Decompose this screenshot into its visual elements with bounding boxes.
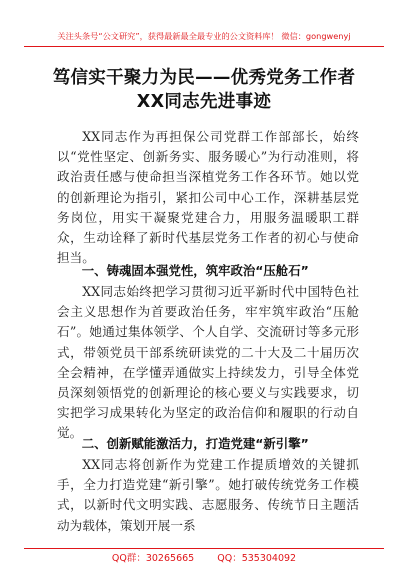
- section-1-heading: 一、铸魂固本强党性，筑牢政治“压舱石”: [81, 263, 309, 278]
- footer-qq-number: QQ：535304092: [217, 553, 297, 564]
- title-line-2: XX同志先进事迹: [136, 92, 272, 112]
- title-line-1: 笃信实干聚力为民——优秀党务工作者: [52, 68, 356, 88]
- footer-qq-group: QQ群：30265665: [111, 553, 195, 564]
- section-2-paragraph: XX同志将创新作为党建工作提质增效的关键抓手，全力打造党建“新引擎”。她打破传统党务工作模式，以新时代文明实践、志愿服务、传统节日主题活动为载体，策划开展一系: [57, 457, 359, 533]
- document-title: [20, 66, 388, 114]
- intro-paragraph: XX同志作为再担保公司党群工作部部长，始终以“党性坚定、创新务实、服务暖心”为行动准则，将政治责任感与使命担当深植党务工作各环节。她以党的创新理论为指引，紧扣公司中心工作，深耕基层党务岗位，用实干凝聚党建合力，用服务温暖职工群众，生动诠释了新时代基层党务工作者的初心与使命担当。: [57, 129, 359, 266]
- section-2-heading: 二、创新赋能激活力，打造党建“新引擎”: [81, 436, 309, 451]
- footer-divider: [24, 548, 384, 549]
- header-divider: [24, 46, 384, 47]
- header-promo-note: 关注头条号“公文研究”，获得最新最全最专业的公文资料库！ 微信：gongwenyj: [57, 31, 351, 41]
- footer-contact: [24, 552, 384, 566]
- section-1-paragraph: XX同志始终把学习贯彻习近平新时代中国特色社会主义思想作为首要政治任务，牢牢筑牢政治“压舱石”。她通过集体领学、个人自学、交流研讨等多元形式，带领党员干部系统研读党的二十大及二十届历次全会精神，在学懂弄通做实上持续发力，引导全体党员深刻领悟党的创新理论的核心要义与实践要求，切实把学习成果转化为坚定的政治信仰和履职的行动自觉。: [57, 284, 359, 441]
